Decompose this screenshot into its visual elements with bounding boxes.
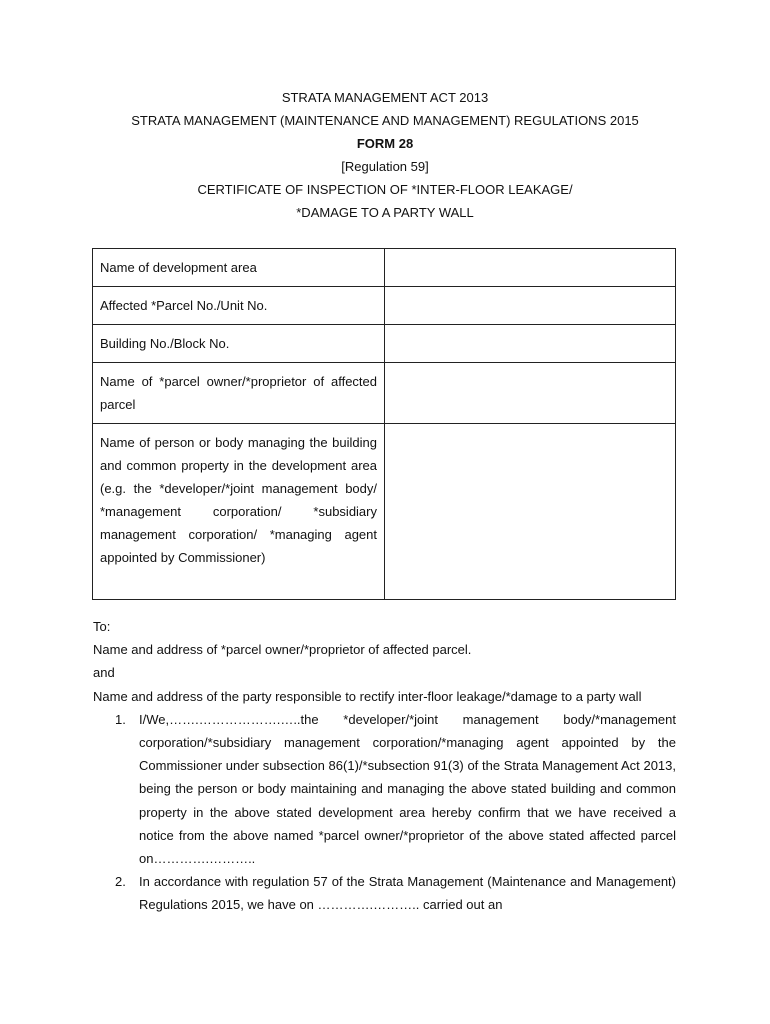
form-number: FORM 28 <box>356 136 414 151</box>
list-item-number: 1. <box>115 711 126 727</box>
table-row <box>93 424 676 600</box>
row-value-building-no[interactable] <box>385 325 676 363</box>
row-value-parcel-owner[interactable] <box>385 363 676 424</box>
row-value-development-area[interactable] <box>385 249 676 287</box>
row-label-parcel-owner: Name of *parcel owner/*proprietor of affected parcel <box>93 363 385 424</box>
row-value-managing-body[interactable] <box>385 424 676 600</box>
list-item <box>93 708 676 870</box>
form-header <box>0 86 770 224</box>
table-row <box>93 363 676 424</box>
row-label-building-no: Building No./Block No. <box>93 325 385 363</box>
details-table <box>92 248 676 600</box>
list-item-text: In accordance with regulation 57 of the Strata Management (Maintenance and Management) Regulations 2015, we have on ………….……….. carried out an <box>139 874 676 913</box>
row-value-parcel-no[interactable] <box>385 287 676 325</box>
list-item-number: 2. <box>115 874 126 890</box>
table-row <box>93 287 676 325</box>
and-label: and <box>93 665 115 681</box>
list-item-text: I/We,…….……………….…..the *developer/*joint management body/*management corporation/*subsidiary management corporation/*managing agent appointed by the Commissioner under subsection 86(1)/*subsection 91(3) of the Strata Management Act 2013, being the person or body maintaining and managing the above stated building and common property in the above stated development area hereby confirm that we have received a notice from the above named *parcel owner/*proprietor of the above stated affected parcel on………….……….. <box>139 711 676 867</box>
row-label-development-area: Name of development area <box>93 249 385 287</box>
row-label-managing-body: Name of person or body managing the building and common property in the development area (e.g. the *developer/*joint management body/ *management corporation/ *subsidiary management corporation/ *managing agent appointed by Commissioner) <box>93 424 385 600</box>
addressee-owner: Name and address of *parcel owner/*proprietor of affected parcel. <box>93 642 472 658</box>
certificate-title-line1: CERTIFICATE OF INSPECTION OF *INTER-FLOOR LEAKAGE/ <box>197 182 573 197</box>
act-title: STRATA MANAGEMENT ACT 2013 <box>281 90 489 105</box>
list-item <box>93 870 676 916</box>
numbered-list <box>93 708 676 917</box>
row-label-parcel-no: Affected *Parcel No./Unit No. <box>93 287 385 325</box>
letter-body <box>93 615 676 917</box>
table-row <box>93 325 676 363</box>
table-row <box>93 249 676 287</box>
regulations-title: STRATA MANAGEMENT (MAINTENANCE AND MANAGEMENT) REGULATIONS 2015 <box>131 113 639 128</box>
certificate-title-line2: *DAMAGE TO A PARTY WALL <box>296 205 474 220</box>
addressee-responsible-party: Name and address of the party responsible to rectify inter-floor leakage/*damage to a party wall <box>93 688 642 704</box>
regulation-reference: [Regulation 59] <box>341 159 429 174</box>
to-label: To: <box>93 619 111 634</box>
